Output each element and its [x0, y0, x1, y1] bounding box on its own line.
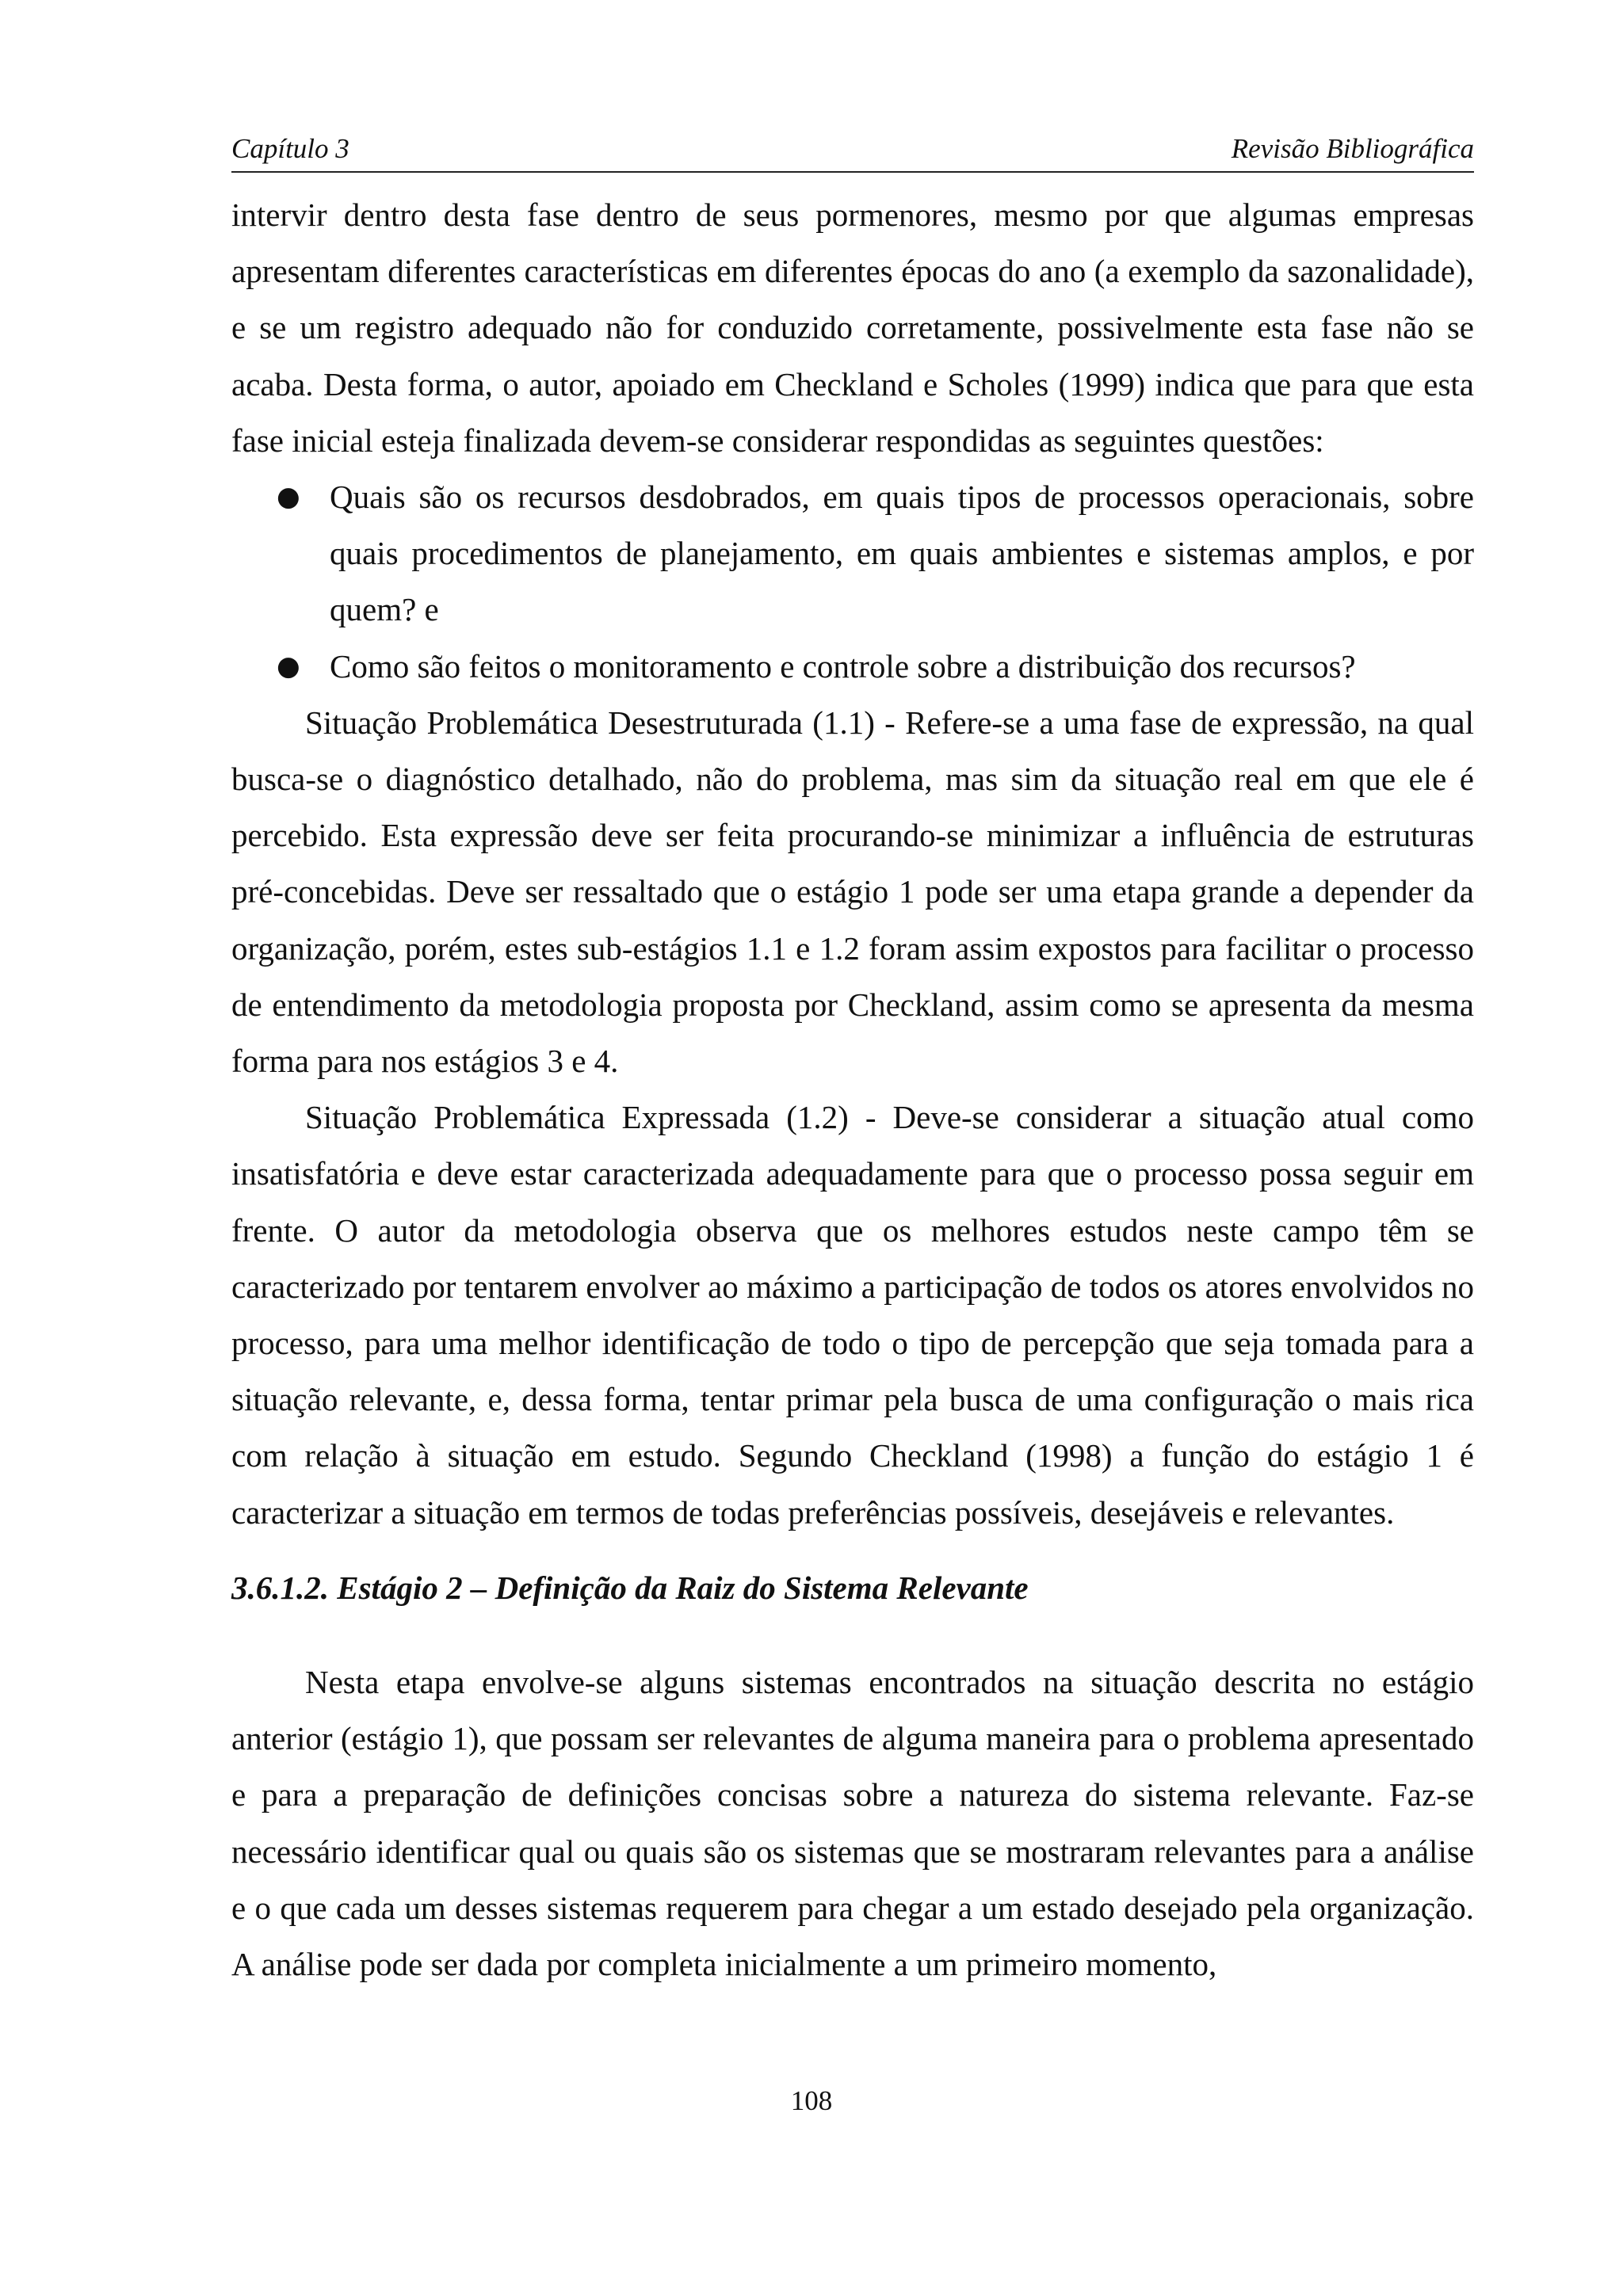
bullet-text: Quais são os recursos desdobrados, em quais tipos de processos operacionais, sobre quais procedimentos de planejamento, em quais ambientes e sistemas amplos, e por quem? e [330, 479, 1474, 628]
bullet-icon: ● [277, 481, 300, 513]
paragraph-2: Situação Problemática Desestruturada (1.1) - Refere-se a uma fase de expressão, na qual busca-se o diagnóstico detalhado, não do problema, mas sim da situação real em que ele é percebido. Esta expressão deve ser feita procurando-se minimizar a influência de estruturas pré-concebidas. Deve ser ressaltado que o estágio 1 pode ser uma etapa grande a depender da organização, porém, estes sub-estágios 1.1 e 1.2 foram assim expostos para facilitar o processo de entendimento da metodologia proposta por Checkland, assim como se apresenta da mesma forma para nos estágios 3 e 4. [231, 704, 1474, 1080]
section-title: Revisão Bibliográfica [1231, 133, 1474, 164]
paragraph-4: Nesta etapa envolve-se alguns sistemas encontrados na situação descrita no estágio anterior (estágio 1), que possam ser relevantes de alguma maneira para o problema apresentado e para a preparação de definições concisas sobre a natureza do sistema relevante. Faz-se necessário identificar qual ou quais são os sistemas que se mostraram relevantes para a análise e o que cada um desses sistemas requerem para chegar a um estado desejado pela organização. A análise pode ser dada por completa inicialmente a um primeiro momento, [231, 1664, 1474, 1983]
page-number: 108 [790, 2085, 833, 2116]
bullet-list [231, 469, 1474, 695]
paragraph-1: intervir dentro desta fase dentro de seus pormenores, mesmo por que algumas empresas apresentam diferentes características em diferentes épocas do ano (a exemplo da sazonalidade), e se um registro adequado não for conduzido corretamente, possivelmente esta fase não se acaba. Desta forma, o autor, apoiado em Checkland e Scholes (1999) indica que para que esta fase inicial esteja finalizada devem-se considerar respondidas as seguintes questões: [231, 196, 1474, 459]
bullet-item [277, 639, 1474, 695]
body-text [231, 187, 1474, 1993]
bullet-item [277, 469, 1474, 639]
chapter-label: Capítulo 3 [231, 133, 349, 164]
section-heading: 3.6.1.2. Estágio 2 – Definição da Raiz do Sistema Relevante [231, 1569, 1029, 1606]
bullet-icon: ● [277, 650, 300, 682]
running-header [231, 127, 1474, 173]
bullet-text: Como são feitos o monitoramento e controle sobre a distribuição dos recursos? [330, 647, 1356, 685]
paragraph-3: Situação Problemática Expressada (1.2) - Deve-se considerar a situação atual como insatisfatória e deve estar caracterizada adequadamente para que o processo possa seguir em frente. O autor da metodologia observa que os melhores estudos neste campo têm se caracterizado por tentarem envolver ao máximo a participação de todos os atores envolvidos no processo, para uma melhor identificação de todo o tipo de percepção que seja tomada para a situação relevante, e, dessa forma, tentar primar pela busca de uma configuração o mais rica com relação à situação em estudo. Segundo Checkland (1998) a função do estágio 1 é caracterizar a situação em termos de todas preferências possíveis, desejáveis e relevantes. [231, 1099, 1474, 1531]
